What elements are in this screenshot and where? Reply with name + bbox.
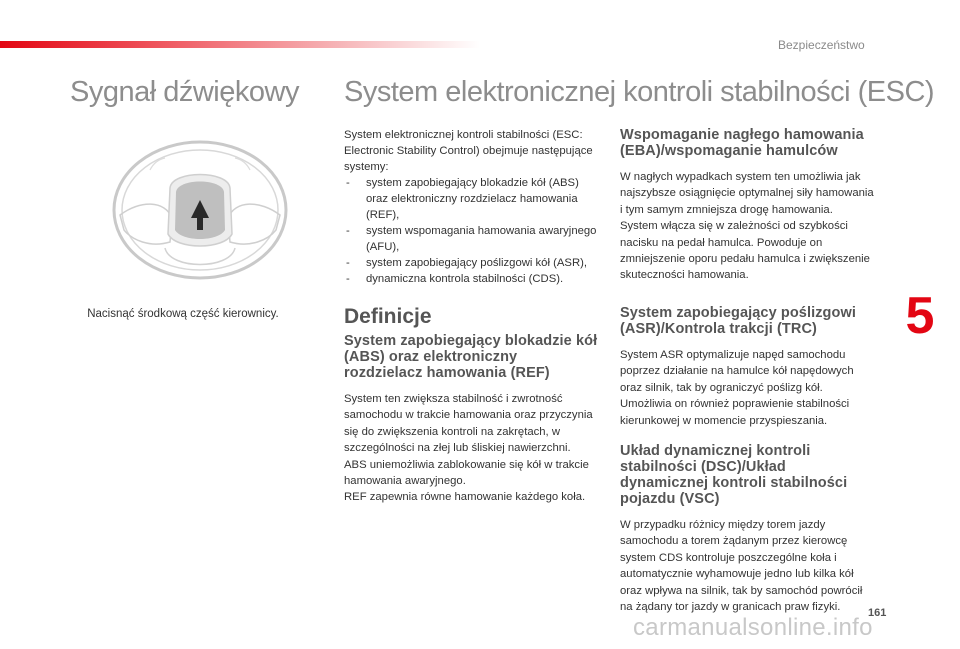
definitions-title: Definicje xyxy=(344,305,432,328)
page-number: 161 xyxy=(868,607,887,619)
dsc-text: W przypadku różnicy między torem jazdy samochodu a torem żądanym przez kierowcę system CDS kontroluje poszczególne koła i automatycznie wyhamowuje jedno lub kilka kół oraz wpływa na silnik, tak by samochód powrócił na żądany tor jazdy w granicach praw fizyki. xyxy=(620,519,863,614)
chapter-number: 5 xyxy=(905,287,935,345)
eba-heading: Wspomaganie nagłego hamowania (EBA)/wspomaganie hamulców xyxy=(620,127,864,159)
list-item: - system wspomagania hamowania awaryjnego (AFU), xyxy=(344,223,599,255)
horn-title: Sygnał dźwiękowy xyxy=(70,76,299,108)
esc-intro-text: System elektronicznej kontroli stabilności (ESC: Electronic Stability Control) obejmuje następujące systemy: xyxy=(344,129,593,173)
abs-text-3: REF zapewnia równe hamowanie każdego koła. xyxy=(344,491,586,504)
eba-section xyxy=(620,127,876,284)
abs-section xyxy=(344,333,599,506)
asr-heading: System zapobiegający poślizgowi (ASR)/Kontrola trakcji (TRC) xyxy=(620,305,856,337)
abs-heading: System zapobiegający blokadzie kół (ABS) oraz elektroniczny rozdzielacz hamowania (REF) xyxy=(344,333,598,381)
horn-instruction-text: Nacisnąć środkową część kierownicy. xyxy=(87,308,279,320)
eba-text: W nagłych wypadkach system ten umożliwia jak najszybsze osiągnięcie optymalnej siły hamowania i tym samym zmniejsza drogę hamowania. xyxy=(620,171,874,216)
section-title: Bezpieczeństwo xyxy=(778,38,865,52)
eba-text-2: System włącza się w zależności od szybkości nacisku na pedał hamulca. Powoduje on zmniejszenie oporu pedału hamulca i zwiększenie skuteczności hamowania. xyxy=(620,220,870,282)
horn-instruction xyxy=(70,308,279,320)
list-item: - dynamiczna kontrola stabilności (CDS). xyxy=(344,271,599,287)
header-accent-bar xyxy=(0,41,480,48)
abs-text-2: ABS uniemożliwia zablokowanie się kół w trakcie hamowania awaryjnego. xyxy=(344,458,589,488)
abs-text: System ten zwiększa stabilność i zwrotność samochodu w trakcie hamowania oraz przyczynia się do zwiększenia kontroli na zakrętach, w szczególności na złej lub śliskiej nawierzchni. xyxy=(344,393,593,455)
asr-section xyxy=(620,305,876,429)
watermark: carmanualsonline.info xyxy=(633,614,873,641)
list-item: - system zapobiegający poślizgowi kół (ASR), xyxy=(344,255,599,271)
steering-wheel-illustration xyxy=(110,130,290,280)
asr-text: System ASR optymalizuje napęd samochodu poprzez działanie na hamulce kół napędowych oraz silnik, tak by ograniczyć poślizg kół. Umożliwia on również poprawienie stabilności kierunkowej w momencie przyspieszania. xyxy=(620,349,854,427)
dsc-heading: Układ dynamicznej kontroli stabilności (DSC)/Układ dynamicznej kontroli stabilności pojazdu (VSC) xyxy=(620,443,848,507)
esc-systems-list xyxy=(344,175,599,287)
esc-title: System elektronicznej kontroli stabilności (ESC) xyxy=(344,76,935,108)
list-item: - system zapobiegający blokadzie kół (ABS) oraz elektroniczny rozdzielacz hamowania (REF), xyxy=(344,175,599,223)
dsc-section xyxy=(620,443,876,615)
esc-intro xyxy=(344,127,599,287)
